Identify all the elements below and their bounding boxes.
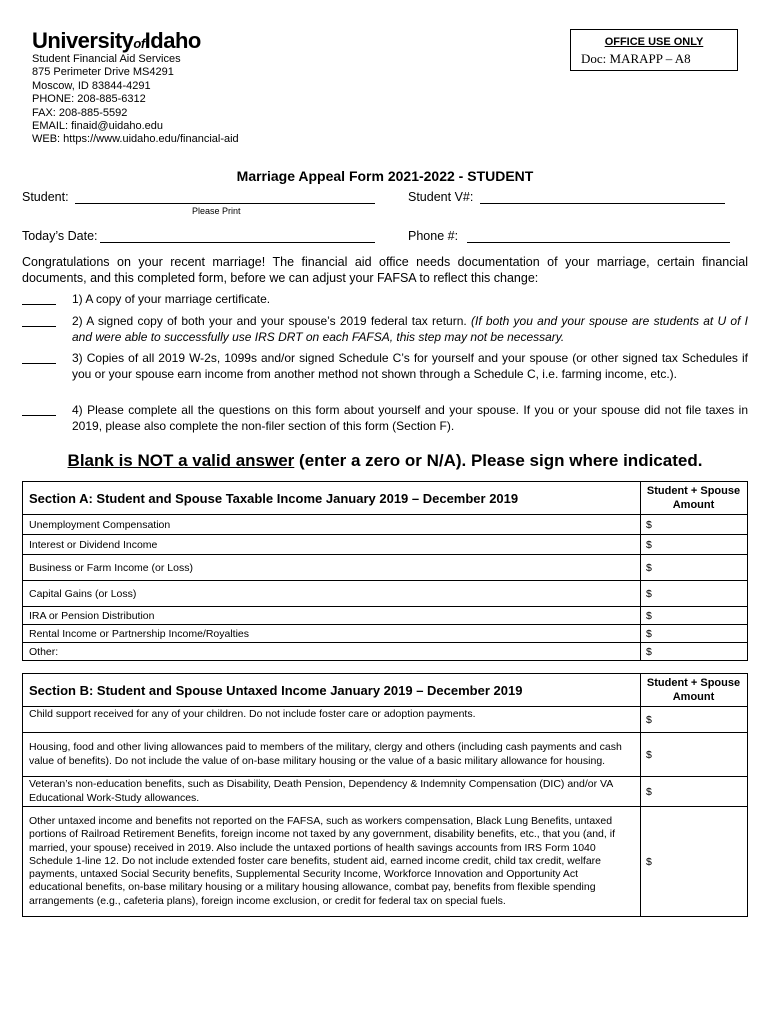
table-row bbox=[23, 625, 748, 643]
table-row bbox=[23, 581, 748, 607]
table-row bbox=[23, 607, 748, 625]
row-label: Capital Gains (or Loss) bbox=[23, 581, 641, 607]
table-row bbox=[23, 707, 748, 733]
section-a-header-row bbox=[23, 482, 748, 515]
table-row bbox=[23, 643, 748, 661]
row-label: Business or Farm Income (or Loss) bbox=[23, 555, 641, 581]
checklist-item-2: 2) A signed copy of both your and your spouse’s 2019 federal tax return. (If both you and your spouse are students at U of I and were able to successfully use IRS DRT on each FAFSA, this step may not be necessary. bbox=[72, 314, 749, 344]
office-address bbox=[32, 53, 239, 147]
amount-field[interactable]: $ bbox=[641, 515, 748, 535]
table-row bbox=[23, 535, 748, 555]
section-b-header-row bbox=[23, 674, 748, 707]
amount-field[interactable]: $ bbox=[641, 607, 748, 625]
student-label: Student: bbox=[22, 190, 69, 204]
student-v-label: Student V#: bbox=[408, 190, 474, 204]
checklist-item-4: 4) Please complete all the questions on this form about yourself and your spouse. If you or your spouse did not file taxes in 2019, please also complete the non-filer section of this form (Section F). bbox=[72, 403, 748, 433]
row-label: Unemployment Compensation bbox=[23, 515, 641, 535]
row-label: Veteran’s non-education benefits, such as Disability, Death Pension, Dependency & Indemnity Compensation (DIC) and/or VA Educational Work-Study allowances. bbox=[23, 777, 641, 807]
blank-warning-emphasis: Blank is NOT a valid answer bbox=[67, 451, 295, 470]
date-label: Today’s Date: bbox=[22, 229, 98, 243]
address-line: Student Financial Aid Services bbox=[32, 53, 181, 65]
phone-label: Phone #: bbox=[408, 229, 459, 243]
checklist-blank-1[interactable] bbox=[22, 304, 56, 305]
date-field[interactable] bbox=[100, 242, 375, 243]
section-a-title: Section A: Student and Spouse Taxable Income January 2019 – December 2019 bbox=[23, 482, 641, 515]
checklist-item-2-note: (If both you and your spouse are students at U of I and were able to successfully use IRS DRT on each FAFSA, this step may not be necessary. bbox=[72, 314, 749, 344]
form-title: Marriage Appeal Form 2021-2022 - STUDENT bbox=[236, 168, 534, 184]
address-line: PHONE: 208-885-6312 bbox=[32, 93, 146, 106]
phone-field[interactable] bbox=[467, 242, 730, 243]
checklist-item-1: 1) A copy of your marriage certificate. bbox=[72, 292, 271, 306]
checklist-item-3: 3) Copies of all 2019 W-2s, 1099s and/or signed Schedule C’s for yourself and your spouse (or other signed tax Schedules if you or your spouse earn income from another method not shown through a Schedule C, i.e. farming income, etc.). bbox=[72, 351, 748, 381]
table-row bbox=[23, 807, 748, 917]
university-logo: UniversityofIdaho bbox=[32, 28, 201, 53]
address-line: Moscow, ID 83844-4291 bbox=[32, 79, 151, 92]
address-line: FAX: 208-885-5592 bbox=[32, 106, 128, 119]
student-v-field[interactable] bbox=[480, 203, 725, 204]
table-row bbox=[23, 515, 748, 535]
section-b-amount-header: Student + Spouse Amount bbox=[641, 674, 748, 707]
section-a-amount-header: Student + Spouse Amount bbox=[641, 482, 748, 515]
amount-field[interactable]: $ bbox=[641, 643, 748, 661]
amount-field[interactable]: $ bbox=[641, 555, 748, 581]
section-b-title: Section B: Student and Spouse Untaxed Income January 2019 – December 2019 bbox=[23, 674, 641, 707]
checklist-blank-4[interactable] bbox=[22, 415, 56, 416]
please-print-note: Please Print bbox=[192, 206, 241, 216]
row-label: Other untaxed income and benefits not reported on the FAFSA, such as workers compensation, Black Lung Benefits, untaxed portions of Railroad Retirement Benefits, foreign income not taxed by any government, disability benefits, etc., that you (and, if married, your spouse) received in 2019. Also include the untaxed portions of health savings accounts from IRS Form 1040 Schedule 1-line 12. Do not include extended foster care benefits, student aid, earned income credit, child tax credit, welfare payments, untaxed Social Security benefits, Supplemental Security Income, Workforce Innovation and Opportunity Act educational benefits, on-base military housing or a military housing allowance, combat pay, benefits from flexible spending arrangements (e.g., cafeteria plans), foreign income exclusion, or credit for federal tax on special fuels. bbox=[23, 807, 641, 917]
blank-warning: Blank is NOT a valid answer (enter a zero or N/A). Please sign where indicated. bbox=[67, 451, 703, 470]
table-row bbox=[23, 733, 748, 777]
amount-field[interactable]: $ bbox=[641, 625, 748, 643]
amount-field[interactable]: $ bbox=[641, 807, 748, 917]
office-use-box bbox=[570, 29, 738, 71]
amount-field[interactable]: $ bbox=[641, 535, 748, 555]
amount-field[interactable]: $ bbox=[641, 777, 748, 807]
row-label: Child support received for any of your children. Do not include foster care or adoption payments. bbox=[23, 707, 641, 733]
address-line: 875 Perimeter Drive MS4291 bbox=[32, 66, 174, 79]
address-line: WEB: https://www.uidaho.edu/financial-aid bbox=[32, 133, 239, 146]
row-label: Housing, food and other living allowances paid to members of the military, clergy and others (including cash payments and cash value of benefits). Do not include the value of on-base military housing or the value of a basic military allowance for housing. bbox=[23, 733, 641, 777]
office-use-label: OFFICE USE ONLY bbox=[604, 36, 704, 48]
checklist-blank-3[interactable] bbox=[22, 363, 56, 364]
student-name-field[interactable] bbox=[75, 203, 375, 204]
amount-field[interactable]: $ bbox=[641, 581, 748, 607]
checklist-blank-2[interactable] bbox=[22, 326, 56, 327]
section-a-table bbox=[22, 481, 748, 661]
row-label: Interest or Dividend Income bbox=[23, 535, 641, 555]
row-label: Rental Income or Partnership Income/Royalties bbox=[23, 625, 641, 643]
section-b-table bbox=[22, 673, 748, 917]
table-row bbox=[23, 555, 748, 581]
address-line: EMAIL: finaid@uidaho.edu bbox=[32, 120, 164, 133]
intro-paragraph: Congratulations on your recent marriage! The financial aid office needs documentation of your marriage, certain financial documents, and this completed form, before we can adjust your FAFSA to reflect this change: bbox=[22, 255, 748, 285]
amount-field[interactable]: $ bbox=[641, 733, 748, 777]
doc-code: Doc: MARAPP – A8 bbox=[581, 51, 691, 66]
row-label: Other: bbox=[23, 643, 641, 661]
amount-field[interactable]: $ bbox=[641, 707, 748, 733]
row-label: IRA or Pension Distribution bbox=[23, 607, 641, 625]
table-row bbox=[23, 777, 748, 807]
